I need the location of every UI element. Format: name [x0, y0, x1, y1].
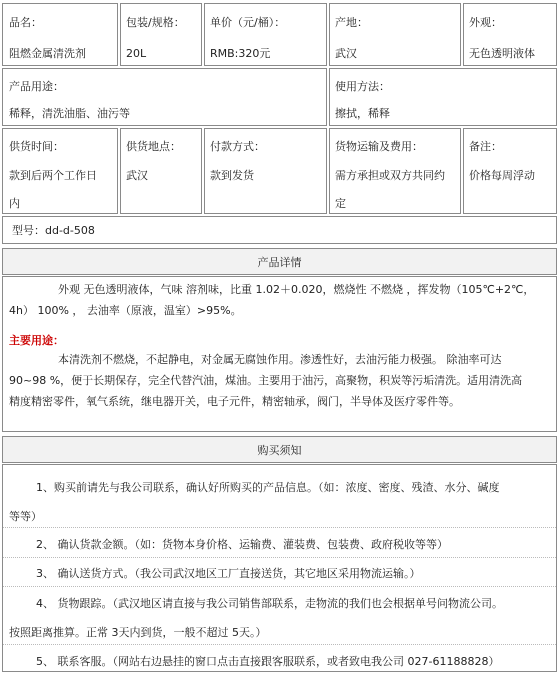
cell-pack — [120, 3, 202, 66]
purchase-header — [2, 436, 557, 463]
cell-note — [463, 128, 557, 214]
cell-supply-time — [2, 128, 118, 214]
divider — [3, 557, 556, 558]
cell-supply-place — [120, 128, 202, 214]
payment-value: 款到发货 — [210, 169, 254, 182]
appearance-value: 无色透明液体 — [469, 47, 535, 60]
freight-value-1: 需方承担或双方共同约 — [335, 169, 445, 182]
supply-time-value-2: 内 — [9, 197, 20, 210]
payment-label: 付款方式： — [210, 140, 265, 153]
usage-label: 产品用途： — [9, 80, 64, 93]
pack-value: 20L — [126, 47, 147, 60]
price-label: 单价（元/桶）： — [210, 16, 286, 29]
purchase-item-4-line-2: 按照距离推算。正常 3天内到货，一般不超过 5天。） — [9, 626, 267, 639]
cell-method — [329, 68, 557, 126]
supply-place-value: 武汉 — [126, 169, 148, 182]
purchase-item-1-line-2: 等等） — [9, 510, 42, 523]
supply-time-label: 供货时间： — [9, 140, 64, 153]
purchase-title: 购买须知 — [257, 444, 302, 457]
details-header — [2, 248, 557, 275]
method-value: 擦拭，稀释 — [335, 107, 390, 120]
method-label: 使用方法： — [335, 80, 390, 93]
purchase-item-5: 5、 联系客服。（网站右边悬挂的窗口点击直接跟客服联系，或者致电我公司 027-61188828） — [36, 655, 500, 668]
cell-model — [2, 216, 557, 244]
name-label: 品名： — [9, 16, 42, 29]
use-line-3: 精度精密零件，氧气系统，继电器开关，电子元件，精密轴承，阀门，半导体及医疗零件等。 — [9, 395, 460, 408]
name-value: 阻燃金属清洗剂 — [9, 47, 86, 60]
divider — [3, 586, 556, 587]
note-value: 价格每周浮动 — [469, 169, 535, 182]
freight-value-2: 定 — [335, 197, 346, 210]
price-value: RMB:320元 — [210, 47, 271, 60]
spec-line-2: 4h） 100% ， 去油率（原液，温室）>95%。 — [9, 304, 242, 317]
cell-origin — [329, 3, 461, 66]
purchase-item-1-line-1: 1、购买前请先与我公司联系，确认好所购买的产品信息。（如：浓度、密度、残渣、水分、碱度 — [36, 481, 500, 494]
cell-payment — [204, 128, 327, 214]
pack-label: 包装/规格： — [126, 16, 185, 29]
use-line-2: 90~98 %，便于长期保存，完全代替汽油，煤油。主要用于油污，高聚物，积炭等污垢清洗。适用清洗高 — [9, 374, 523, 387]
supply-place-label: 供货地点： — [126, 140, 181, 153]
cell-price — [204, 3, 327, 66]
purchase-item-2: 2、 确认货款金额。（如：货物本身价格、运输费、灌装费、包装费、政府税收等等） — [36, 538, 448, 551]
divider — [3, 527, 556, 528]
details-body — [2, 276, 557, 432]
appearance-label: 外观： — [469, 16, 502, 29]
supply-time-value-1: 款到后两个工作日 — [9, 169, 97, 182]
divider — [3, 644, 556, 645]
freight-label: 货物运输及费用： — [335, 140, 423, 153]
model-text: 型号：dd-d-508 — [12, 224, 95, 237]
note-label: 备注： — [469, 140, 502, 153]
cell-freight — [329, 128, 461, 214]
spec-line-1: 外观 无色透明液体，气味 溶剂味，比重 1.02＋0.020，燃烧性 不燃烧 ，挥发物（105℃+2℃， — [58, 283, 535, 296]
cell-appearance — [463, 3, 557, 66]
cell-usage — [2, 68, 327, 126]
cell-name — [2, 3, 118, 66]
origin-label: 产地： — [335, 16, 368, 29]
purchase-item-3: 3、 确认送货方式。（我公司武汉地区工厂直接送货，其它地区采用物流运输。） — [36, 567, 421, 580]
usage-value: 稀释，清洗油脂、油污等 — [9, 107, 130, 120]
origin-value: 武汉 — [335, 47, 357, 60]
main-use-label: 主要用途： — [9, 334, 64, 347]
purchase-body — [2, 464, 557, 672]
details-title: 产品详情 — [257, 256, 302, 269]
purchase-item-4-line-1: 4、 货物跟踪。（武汉地区请直接与我公司销售部联系，走物流的我们也会根据单号问物流公司。 — [36, 597, 503, 610]
use-line-1: 本清洗剂不燃烧，不起静电，对金属无腐蚀作用。渗透性好，去油污能力极强。 除油率可达 — [58, 353, 502, 366]
